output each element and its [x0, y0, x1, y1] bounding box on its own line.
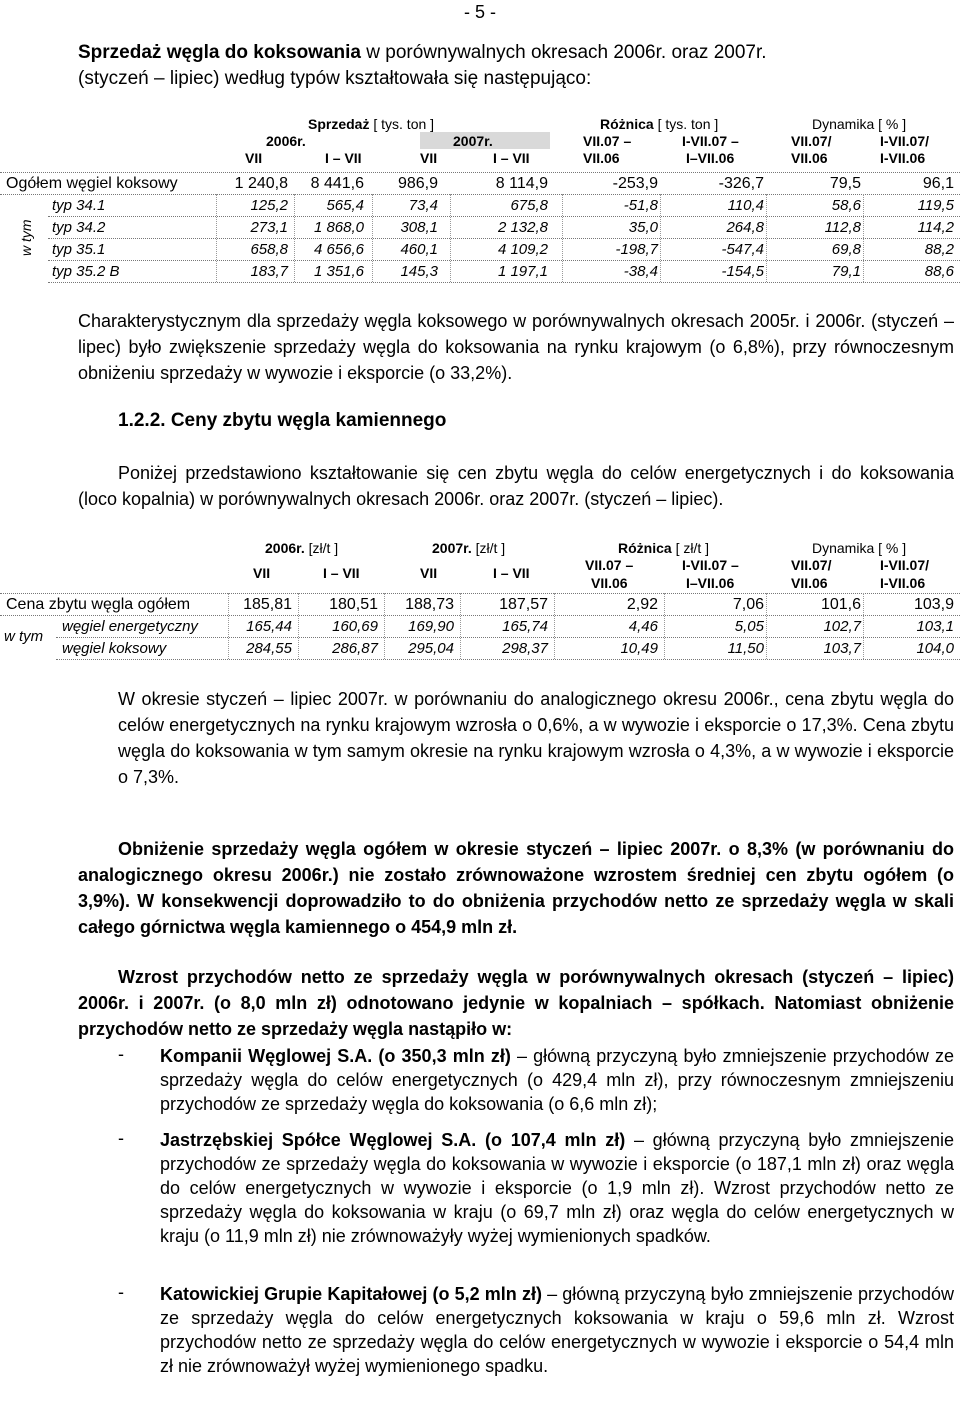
- table-row: typ 35.2 B 183,7 1 351,6 145,3 1 197,1 -38,4 -154,5 79,1 88,6: [52, 263, 954, 280]
- paragraph-price-changes: W okresie styczeń – lipiec 2007r. w porównaniu do analogicznego okresu 2006r., cena zbytu węgla do celów energetycznych na rynku krajowym wzrosła o 0,6%, a w wywozie i eksporcie o 17,3%. Cena zbytu węgla do koksowania w tym samym okresie na rynku krajowym wzrosła o 4,3%, a w wywozie i eksporcie o 7,3%.: [118, 689, 954, 787]
- t1-dyn-col2-b: I-VII.06: [880, 150, 926, 166]
- t2-col-vii-2007: VII: [420, 565, 438, 581]
- t2-col-vii-2006: VII: [253, 565, 271, 581]
- t1-dyn-col1-b: VII.06: [791, 150, 828, 166]
- t1-year-2006: 2006r.: [266, 133, 306, 149]
- t1-diff-col2-a: I-VII.07 –: [682, 133, 739, 149]
- t2-h2006: 2006r. [zł/t ]: [265, 540, 339, 556]
- t2-dyn-col1-b: VII.06: [791, 575, 828, 591]
- t1-diff-col1-a: VII.07 –: [583, 133, 632, 149]
- t2-h2007: 2007r. [zł/t ]: [432, 540, 506, 556]
- table-row: typ 34.1 125,2 565,4 73,4 675,8 -51,8 110,4 58,6 119,5: [52, 197, 954, 214]
- table-row: Cena zbytu węgla ogółem 185,81 180,51 188,73 187,57 2,92 7,06 101,6 103,9: [6, 596, 954, 613]
- intro-bold: Sprzedaż węgla do koksowania: [78, 42, 361, 63]
- section-heading: 1.2.2. Ceny zbytu węgla kamiennego: [118, 410, 447, 431]
- t1-col-vii-2007: VII: [420, 150, 438, 166]
- t2-dyn-col1-a: VII.07/: [791, 557, 832, 573]
- t1-year-2007: 2007r.: [453, 133, 493, 149]
- t1-col-ivii-2006: I – VII: [325, 150, 362, 166]
- t2-hdiff: Różnica [ zł/t ]: [618, 540, 710, 556]
- t2-dyn-col2-b: I-VII.06: [880, 575, 926, 591]
- list-item: Katowickiej Grupie Kapitałowej (o 5,2 mln zł) – główną przyczyną było zmniejszenie przychodów ze sprzedaży węgla do celów energetycznych koksowania w kraju o 59,6 mln zł. Wzrost przychodów netto ze sprzedaży węgla do celów energetycznych w wywozie i eksporcie o 54,4 mln zł nie zrównoważył wyżej wymienionego spadku.: [160, 1284, 954, 1376]
- intro-paragraph: [78, 40, 954, 92]
- t1-dyn-col1-a: VII.07/: [791, 133, 832, 149]
- t1-group-diff: Różnica [ tys. ton ]: [600, 116, 719, 132]
- t2-diff-col1-b: VII.06: [591, 575, 628, 591]
- t1-col-vii-2006: VII: [245, 150, 263, 166]
- intro-line2: (styczeń – lipiec) według typów kształtowała się następująco:: [78, 68, 592, 89]
- table-row: typ 34.2 273,1 1 868,0 308,1 2 132,8 35,0 264,8 112,8 114,2: [52, 219, 954, 236]
- t2-wtym-label: w tym: [4, 628, 44, 645]
- t1-dyn-col2-a: I-VII.07/: [880, 133, 930, 149]
- table-row: węgiel koksowy 284,55 286,87 295,04 298,37 10,49 11,50 103,7 104,0: [62, 640, 954, 657]
- paragraph-revenue-growth: Wzrost przychodów netto ze sprzedaży węgla w porównywalnych okresach (styczeń – lipiec) 2006r. i 2007r. (o 8,0 mln zł) odnotowano jedynie w kopalniach – spółkach. Natomiast obniżenie przychodów netto ze sprzedaży węgla nastąpiło w:: [78, 967, 954, 1039]
- t1-col-ivii-2007: I – VII: [493, 150, 530, 166]
- list-item: Jastrzębskiej Spółce Węglowej S.A. (o 107,4 mln zł) – główną przyczyną było zmniejszenie przychodów ze sprzedaży węgla do koksowania w wywozie i eksporcie (o 187,1 mln zł) oraz węgla do celów energetycznych w wywozie i eksporcie (o 1,9 mln zł). Wzrost przychodów netto ze sprzedaży węgla do koksowania w kraju (o 69,7 mln zł) oraz węgla do celów energetycznych w kraju (o 11,9 mln zł) nie zrównoważyły wyżej wymienionych spadków.: [160, 1130, 954, 1246]
- list-bullet: -: [118, 1044, 124, 1064]
- t1-diff-col2-b: I–VII.06: [686, 150, 735, 166]
- list-item: Kompanii Węglowej S.A. (o 350,3 mln zł) – główną przyczyną było zmniejszenie przychodów ze sprzedaży węgla do celów energetycznych (o 429,4 mln zł), przy równoczesnym zmniejszeniu przychodów ze sprzedaży węgla do koksowania (o 6,6 mln zł);: [160, 1046, 954, 1114]
- intro-rest: w porównywalnych okresach 2006r. oraz 2007r.: [360, 42, 767, 63]
- t2-hdyn: Dynamika [ % ]: [812, 540, 907, 556]
- t2-diff-col1-a: VII.07 –: [585, 557, 634, 573]
- table-row: Ogółem węgiel koksowy 1 240,8 8 441,6 986,9 8 114,9 -253,9 -326,7 79,5 96,1: [6, 175, 954, 192]
- table-row: węgiel energetyczny 165,44 160,69 169,90 165,74 4,46 5,05 102,7 103,1: [62, 618, 954, 635]
- t1-diff-col1-b: VII.06: [583, 150, 620, 166]
- page-number: - 5 -: [463, 2, 496, 22]
- t2-diff-col2-b: I–VII.06: [686, 575, 735, 591]
- table-row: typ 35.1 658,8 4 656,6 460,1 4 109,2 -198,7 -547,4 69,8 88,2: [52, 241, 954, 258]
- t2-diff-col2-a: I-VII.07 –: [682, 557, 739, 573]
- list-bullet: -: [118, 1282, 124, 1302]
- paragraph-prices-intro: Poniżej przedstawiono kształtowanie się cen zbytu węgla do celów energetycznych i do koksowania (loco kopalnia) w porównywalnych okresach 2006r. oraz 2007r. (styczeń – lipiec).: [78, 463, 954, 509]
- paragraph-sales-comparison: Charakterystycznym dla sprzedaży węgla koksowego w porównywalnych okresach 2005r. i 2006r. (styczeń – lipec) było zwiększenie sprzedaży węgla do koksowania na rynku krajowym (o 6,8%), przy równoczesnym obniżeniu sprzedaży w wywozie i eksporcie (o 33,2%).: [78, 311, 954, 383]
- t1-wtym-label: w tym: [18, 219, 34, 256]
- list-bullet: -: [118, 1128, 124, 1148]
- t1-group-sales: Sprzedaż [ tys. ton ]: [308, 116, 435, 132]
- t2-dyn-col2-a: I-VII.07/: [880, 557, 930, 573]
- paragraph-revenue-decline: Obniżenie sprzedaży węgla ogółem w okresie styczeń – lipiec 2007r. o 8,3% (w porównaniu do analogicznego okresu 2006r.) nie zostało zrównoważone wzrostem średniej cen zbytu ogółem (o 3,9%). W konsekwencji doprowadziło to do obniżenia przychodów netto ze sprzedaży węgla w skali całego górnictwa węgla kamiennego o 454,9 mln zł.: [78, 839, 954, 937]
- t1-group-dyn: Dynamika [ % ]: [812, 116, 907, 132]
- t2-col-ivii-2006: I – VII: [323, 565, 360, 581]
- t2-col-ivii-2007: I – VII: [493, 565, 530, 581]
